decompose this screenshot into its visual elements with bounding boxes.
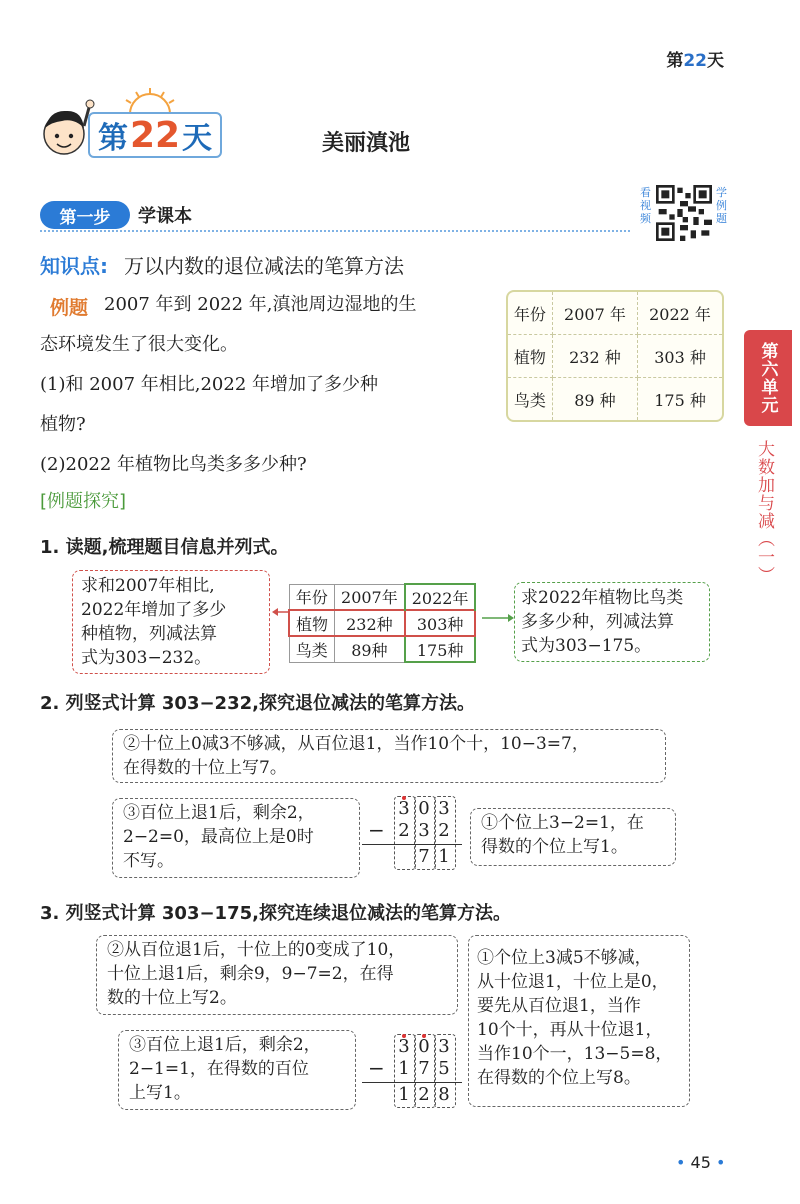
table-cell: 232种: [335, 610, 405, 636]
table-cell: 鸟类: [289, 636, 335, 662]
header-day-label: 第22天: [666, 51, 724, 71]
table-cell: 89种: [335, 636, 405, 662]
step-2-top-box: ②十位上0减3不够减，从百位退1，当作10个十，10−3=7， 在得数的十位上写7。: [112, 729, 666, 783]
table-row: [508, 292, 722, 335]
calc-digit: 1: [398, 1084, 410, 1105]
calc-digit: 5: [438, 1058, 450, 1079]
example-label: 例题: [50, 297, 89, 319]
arrow-left-icon: [270, 600, 290, 624]
table-cell: 植物: [289, 610, 335, 636]
table-row: [508, 378, 722, 420]
table-cell: 89 种: [553, 378, 638, 420]
table-cell: 175 种: [654, 390, 706, 410]
calc-digit: 3: [438, 1036, 450, 1057]
calc-digit: 2: [398, 820, 410, 841]
step-1-left-box: 求和2007年相比, 2022年增加了多少 种植物，列减法算 式为303−232。: [72, 570, 270, 674]
table-cell: 303种: [405, 610, 476, 636]
step-2-vertical-calc: [362, 796, 470, 872]
calc-digit: 1: [398, 1058, 410, 1079]
calc-digit: 1: [438, 846, 450, 867]
unit-side-tab[interactable]: 第六单元: [744, 330, 792, 426]
calc-digit: 7: [418, 846, 430, 867]
calc-digit: 8: [438, 1084, 450, 1105]
info-table: [506, 290, 724, 422]
knowledge-label: 知识点:: [40, 254, 108, 278]
explore-label: [例题探究]: [40, 491, 127, 512]
table-cell: 175种: [405, 636, 476, 662]
qr-left-caption: 看视频: [640, 186, 651, 225]
table-row: [289, 636, 475, 662]
calc-digit: 3: [398, 1036, 410, 1057]
calc-line: [362, 1082, 462, 1083]
step-pill: 第一步: [40, 201, 130, 229]
step-1-mini-table: [288, 583, 476, 663]
unit-side-subtitle: 大数加与减（一）: [754, 440, 774, 584]
table-cell: 植物: [508, 335, 553, 378]
calc-digit: 2: [418, 1084, 430, 1105]
calc-digit: 3: [418, 820, 430, 841]
question-1-line-1: (1)和 2007 年相比,2022 年增加了多少种: [40, 374, 378, 395]
table-row: [289, 610, 475, 636]
step-3-right-box: ①个位上3减5不够减， 从十位退1，十位上是0， 要先从百位退1，当作 10个十，再从十位退1， 当作10个一，13−5=8， 在得数的个位上写8。: [468, 935, 690, 1107]
step-3-vertical-calc: [362, 1034, 470, 1110]
step-label: 学课本: [138, 206, 192, 227]
knowledge-text: 万以内数的退位减法的笔算方法: [124, 254, 404, 278]
calc-digit: 0: [418, 798, 430, 819]
lesson-title: 美丽滇池: [322, 131, 411, 156]
step-divider: [40, 230, 630, 232]
arrow-right-icon: [482, 610, 516, 626]
page-number: • 45 •: [676, 1153, 726, 1172]
calc-line: [362, 844, 462, 845]
table-cell: 年份: [508, 292, 553, 335]
calc-digit: 3: [438, 798, 450, 819]
example-line-2: 态环境发生了很大变化。: [40, 334, 238, 355]
step-3-left-box: ③百位上退1后，剩余2， 2−1=1，在得数的百位 上写1。: [118, 1030, 356, 1110]
table-row: [508, 335, 722, 378]
calc-digit: 7: [418, 1058, 430, 1079]
table-cell: 鸟类: [508, 378, 553, 420]
day-badge: 第 22 天: [88, 112, 222, 158]
step-1-title: 1. 读题,梳理题目信息并列式。: [40, 537, 289, 558]
step-2-left-box: ③百位上退1后，剩余2， 2−2=0，最高位上是0时 不写。: [112, 798, 360, 878]
table-cell: 232 种: [553, 335, 638, 378]
calc-digit: [395, 846, 413, 868]
table-cell: 2022年: [405, 584, 476, 610]
table-row: [289, 584, 475, 610]
step-3-top-box: ②从百位退1后，十位上的0变成了10， 十位上退1后，剩余9，9−7=2，在得 数的十位上写2。: [96, 935, 458, 1015]
table-cell: 2007年: [335, 584, 405, 610]
minus-sign: −: [368, 1056, 385, 1080]
minus-sign: −: [368, 818, 385, 842]
example-line-1: 2007 年到 2022 年,滇池周边湿地的生: [104, 294, 417, 315]
table-cell: 2007 年: [553, 292, 638, 335]
table-cell: 2022 年: [638, 292, 722, 335]
calc-digit: 0: [418, 1036, 430, 1057]
table-cell: 年份: [289, 584, 335, 610]
calc-digit: 2: [438, 820, 450, 841]
calc-digit: 3: [398, 798, 410, 819]
question-1-line-2: 植物?: [40, 414, 86, 435]
step-1-right-box: 求2022年植物比鸟类 多多少种，列减法算 式为303−175。: [514, 582, 710, 662]
step-2-title: 2. 列竖式计算 303−232,探究退位减法的笔算方法。: [40, 693, 475, 714]
question-2: (2)2022 年植物比鸟类多多少种?: [40, 454, 307, 475]
table-cell: 303 种: [638, 335, 722, 378]
step-3-title: 3. 列竖式计算 303−175,探究连续退位减法的笔算方法。: [40, 903, 511, 924]
qr-right-caption: 学例题: [716, 186, 727, 225]
qr-code-icon[interactable]: [656, 185, 712, 241]
step-2-right-box: ①个位上3−2=1，在 得数的个位上写1。: [470, 808, 676, 866]
